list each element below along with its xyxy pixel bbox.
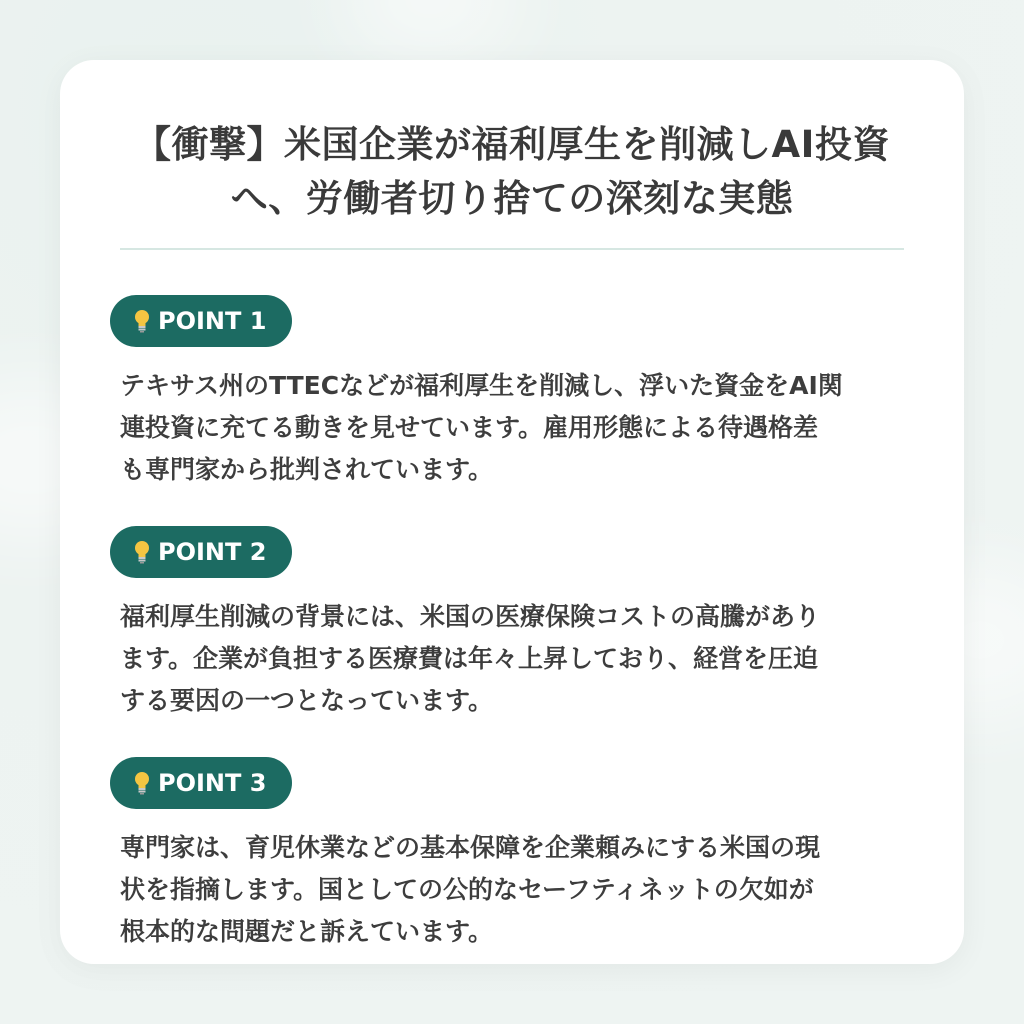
lightbulb-icon — [134, 309, 150, 333]
point-text-line: 連投資に充てる動きを見せています。雇用形態による待遇格差 — [120, 413, 819, 442]
title-line: へ、労働者切り捨ての深刻な実態 — [230, 177, 794, 220]
point-section-3 — [110, 757, 924, 953]
point-label: POINT 3 — [158, 769, 267, 797]
point-badge-3 — [110, 757, 292, 809]
point-text-line: 状を指摘します。国としての公的なセーフティネットの欠如が — [120, 875, 814, 904]
lightbulb-icon — [134, 540, 150, 564]
background-blob — [340, 0, 520, 60]
point-text-line: ます。企業が負担する医療費は年々上昇しており、経営を圧迫 — [120, 644, 819, 673]
title-line: 【衝撃】米国企業が福利厚生を削減しAI投資 — [134, 123, 890, 166]
point-label: POINT 2 — [158, 538, 267, 566]
page-title — [100, 118, 924, 226]
point-label: POINT 1 — [158, 307, 267, 335]
point-body-3 — [120, 827, 924, 953]
lightbulb-icon — [134, 771, 150, 795]
point-badge-2 — [110, 526, 292, 578]
point-body-1 — [120, 365, 924, 491]
point-section-2 — [110, 526, 924, 722]
title-divider — [120, 248, 904, 250]
content-card — [60, 60, 964, 964]
point-text-line: する要因の一つとなっています。 — [120, 686, 494, 715]
point-text-line: 福利厚生削減の背景には、米国の医療保険コストの高騰があり — [120, 602, 821, 631]
point-text-line: テキサス州のTTECなどが福利厚生を削減し、浮いた資金をAI関 — [120, 371, 843, 400]
point-section-1 — [110, 295, 924, 491]
point-badge-1 — [110, 295, 292, 347]
point-text-line: 専門家は、育児休業などの基本保障を企業頼みにする米国の現 — [120, 833, 821, 862]
point-text-line: 根本的な問題だと訴えています。 — [120, 917, 494, 946]
point-body-2 — [120, 596, 924, 722]
point-text-line: も専門家から批判されています。 — [120, 455, 494, 484]
